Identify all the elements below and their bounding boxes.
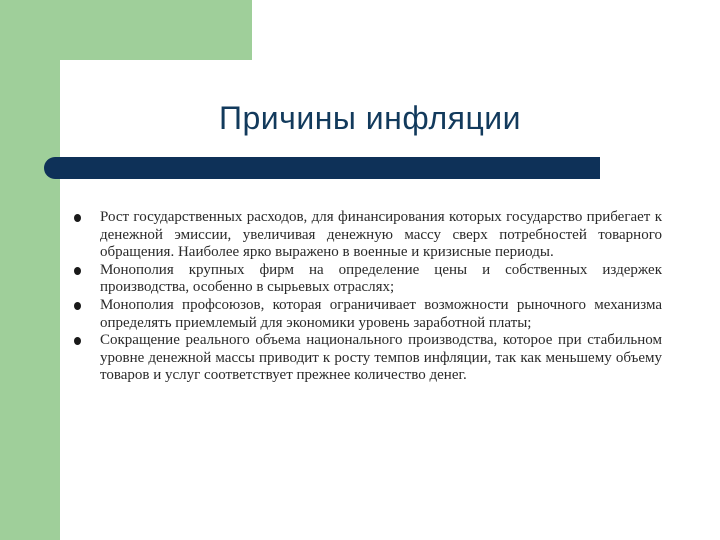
bullet-text: Монополия профсоюзов, которая ограничивает возможности рыночного механизма определять приемлемый для экономики уровень заработной платы; — [100, 296, 662, 331]
bullet-dot-icon — [74, 337, 81, 345]
bullet-list — [74, 209, 662, 385]
title-underline-bar — [44, 157, 600, 179]
slide-title: Причины инфляции — [218, 100, 522, 136]
bullet-dot-icon — [74, 302, 81, 310]
bullet-dot-icon — [74, 214, 81, 222]
list-item — [74, 209, 662, 262]
list-item — [74, 262, 662, 297]
bullet-text: Монополия крупных фирм на определение цены и собственных издержек производства, особенно в сырьевых отраслях; — [100, 261, 662, 296]
bullet-text: Рост государственных расходов, для финансирования которых государство прибегает к денежной эмиссии, увеличивая денежную массу сверх потребностей товарного обращения. Наиболее ярко выражено в военные и кризисные периоды. — [100, 209, 662, 261]
list-item — [74, 332, 662, 385]
list-item — [74, 297, 662, 332]
bullet-text: Сокращение реального объема национального производства, которое при стабильном уровне денежной массы приводит к росту темпов инфляции, так как меньшему объему товаров и услуг соответствует прежнее количество денег. — [100, 332, 662, 384]
content-panel-corner — [60, 60, 140, 140]
bullet-dot-icon — [74, 267, 81, 275]
green-top-block — [0, 0, 252, 60]
green-side-strip — [0, 0, 60, 540]
